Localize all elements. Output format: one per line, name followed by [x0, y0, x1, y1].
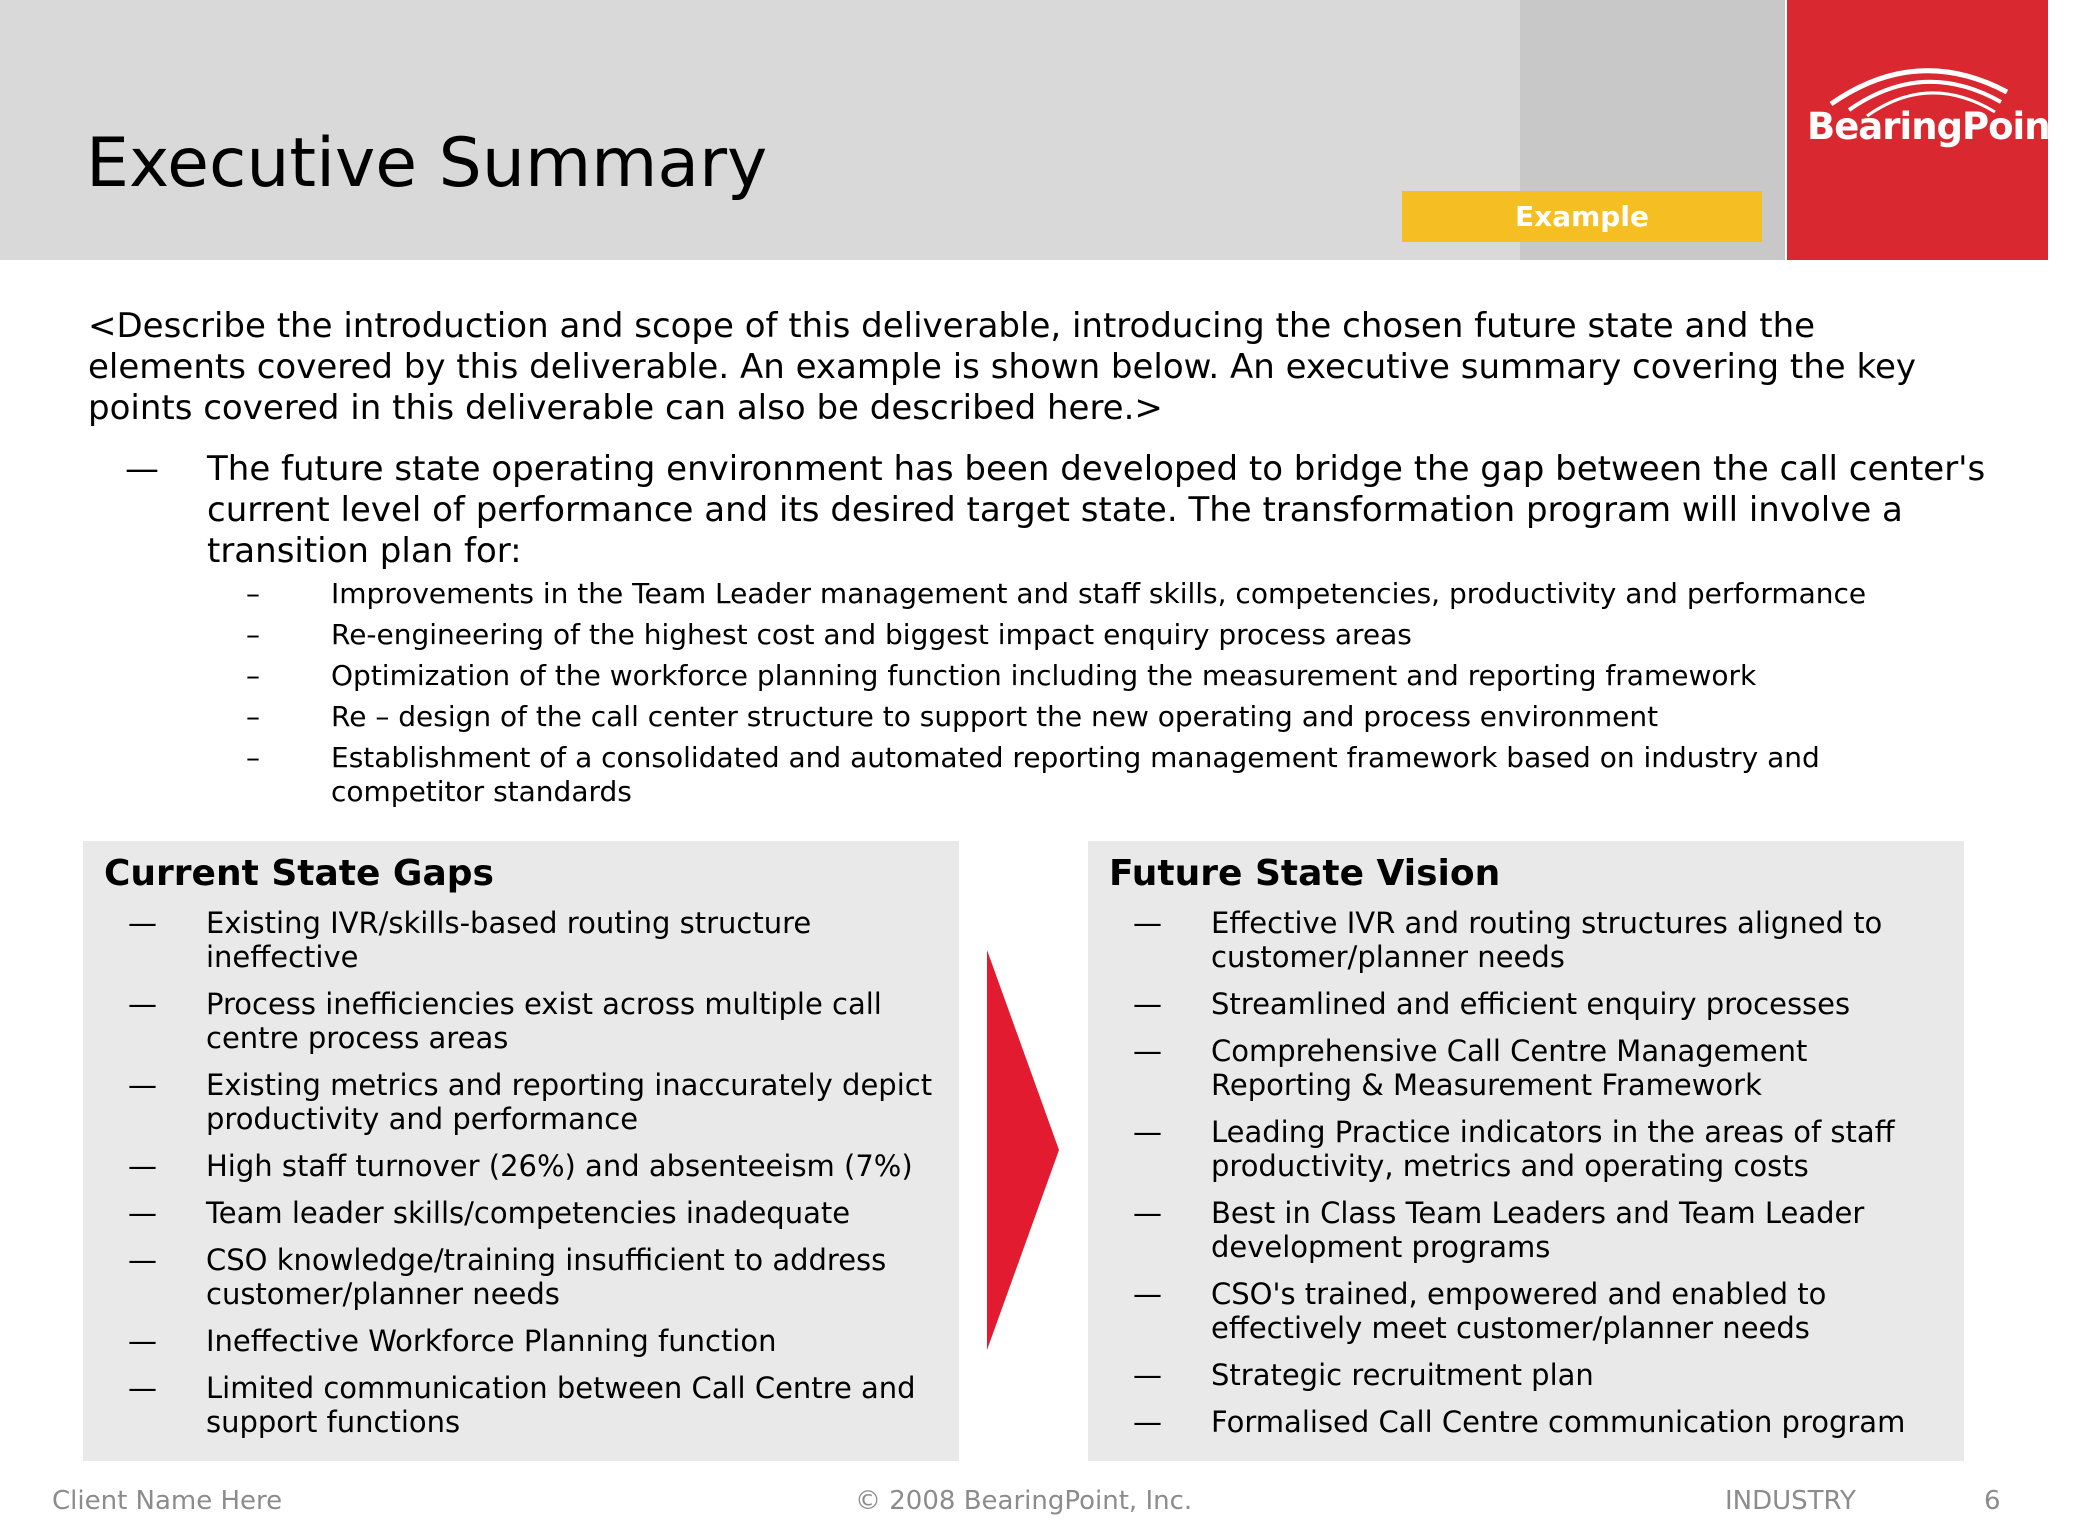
- list-item: — Formalised Call Centre communication program: [1133, 1405, 1906, 1439]
- list-item: — Team leader skills/competencies inadequate: [128, 1196, 851, 1230]
- list-item: – Optimization of the workforce planning function including the measurement and reporting framework: [246, 659, 1757, 692]
- logo-text: BearingPointTM: [1807, 105, 2078, 148]
- footer-industry: INDUSTRY: [1725, 1486, 1856, 1516]
- example-tag: Example: [1402, 191, 1762, 242]
- current-state-list: [128, 906, 938, 1452]
- list-item: — Strategic recruitment plan: [1133, 1358, 1594, 1392]
- future-state-title: Future State Vision: [1109, 853, 1501, 894]
- list-item: — CSO's trained, empowered and enabled to effectively meet customer/planner needs: [1133, 1277, 1827, 1345]
- list-item: — Existing IVR/skills-based routing structure ineffective: [128, 906, 812, 974]
- list-item: – Re-engineering of the highest cost and biggest impact enquiry process areas: [246, 618, 1412, 651]
- main-bullet-text: The future state operating environment has been developed to bridge the gap between the call center's current level of performance and its desired target state. The transformation program will involve a transition plan for:: [207, 449, 1986, 571]
- list-item: — Comprehensive Call Centre Management Reporting & Measurement Framework: [1133, 1034, 1808, 1102]
- list-item: — High staff turnover (26%) and absenteeism (7%): [128, 1149, 913, 1183]
- future-state-panel: [1088, 841, 1964, 1461]
- future-state-list: [1133, 906, 1943, 1452]
- list-item: — Limited communication between Call Centre and support functions: [128, 1371, 916, 1439]
- bearingpoint-logo: [1787, 0, 2078, 260]
- sub-bullet-list: [246, 577, 1966, 816]
- list-item: – Establishment of a consolidated and automated reporting management framework based on industry and competitor standards: [246, 741, 1820, 808]
- list-item: — Leading Practice indicators in the areas of staff productivity, metrics and operating costs: [1133, 1115, 1895, 1183]
- list-item: — CSO knowledge/training insufficient to address customer/planner needs: [128, 1243, 887, 1311]
- page-number: 6: [1984, 1486, 2001, 1516]
- bullet-dash: —: [125, 449, 159, 489]
- current-state-panel: [83, 841, 959, 1461]
- list-item: – Improvements in the Team Leader management and staff skills, competencies, productivity and performance: [246, 577, 1867, 610]
- intro-paragraph: <Describe the introduction and scope of this deliverable, introducing the chosen future state and the elements covered by this deliverable. An example is shown below. An executive summary covering the key points covered in this deliverable can also be described here.>: [88, 306, 1917, 428]
- footer-copyright: © 2008 BearingPoint, Inc.: [855, 1486, 1193, 1516]
- right-arrow-icon: [985, 950, 1061, 1350]
- list-item: — Ineffective Workforce Planning function: [128, 1324, 777, 1358]
- page-title: Executive Summary: [86, 124, 768, 203]
- list-item: — Existing metrics and reporting inaccurately depict productivity and performance: [128, 1068, 933, 1136]
- footer-client: Client Name Here: [52, 1486, 283, 1516]
- list-item: — Effective IVR and routing structures aligned to customer/planner needs: [1133, 906, 1883, 974]
- list-item: – Re – design of the call center structure to support the new operating and process environment: [246, 700, 1659, 733]
- list-item: — Best in Class Team Leaders and Team Leader development programs: [1133, 1196, 1865, 1264]
- list-item: — Streamlined and efficient enquiry processes: [1133, 987, 1851, 1021]
- header-bar: [0, 0, 1520, 260]
- current-state-title: Current State Gaps: [104, 853, 494, 894]
- list-item: — Process inefficiencies exist across multiple call centre process areas: [128, 987, 882, 1055]
